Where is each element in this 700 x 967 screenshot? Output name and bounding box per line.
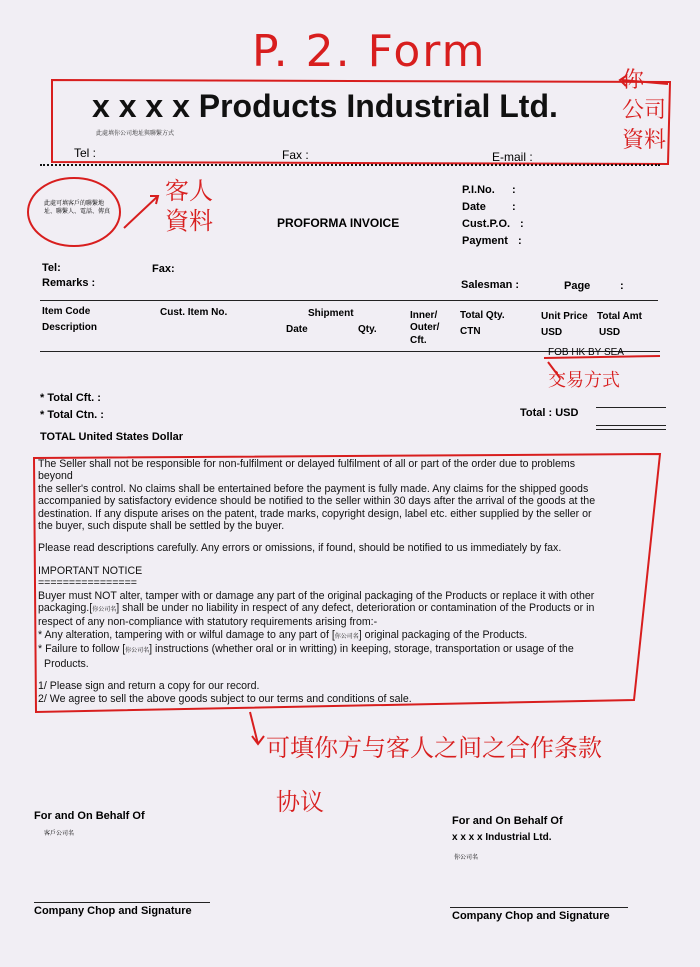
col-inner: Inner/ xyxy=(410,310,438,321)
col-outer: Outer/ xyxy=(410,322,440,333)
col-unit-usd: USD xyxy=(541,327,563,338)
terms-line: * Failure to follow [你公司名] instructions (whether oral or in writting) in keeping, storage, transportation or usage of the xyxy=(38,643,574,656)
terms-line: the buyer, such dispute shall be settled by the buyer. xyxy=(38,520,285,533)
annotation-trade-note: 交易方式 xyxy=(548,370,620,391)
table-top-rule xyxy=(40,300,658,301)
col-ctn: CTN xyxy=(460,326,481,337)
annotation-title: P. 2. Form xyxy=(252,26,487,77)
terms-line: * Any alteration, tampering with or wilful damage to any part of [你公司名] original packaging of the Products. xyxy=(38,628,528,641)
right-company-hint: 你公司名 xyxy=(454,855,479,861)
terms-line: beyond xyxy=(38,470,73,483)
annotation-customer-note: 客人 資料 xyxy=(165,177,213,235)
cust-po-colon: : xyxy=(520,218,524,230)
closing-line: 1/ Please sign and return a copy for our record. xyxy=(38,680,260,693)
pi-colon: : xyxy=(512,184,516,196)
terms-line: Buyer must NOT alter, tamper with or damage any part of the original packaging of the Products or replace it with other xyxy=(38,589,595,602)
total-words: TOTAL United States Dollar xyxy=(40,431,184,443)
cust-po-label: Cust.P.O. xyxy=(462,218,511,230)
arrow-terms xyxy=(250,712,264,744)
col-ship-date: Date xyxy=(286,324,308,335)
salesman-label: Salesman : xyxy=(461,279,520,291)
total-usd: Total : USD xyxy=(520,407,579,419)
col-total-qty: Total Qty. xyxy=(460,310,505,321)
left-company-hint: 客戶公司名 xyxy=(44,831,75,837)
remarks-label: Remarks : xyxy=(42,277,96,289)
arrow-customer xyxy=(124,196,158,228)
col-item-code: Item Code xyxy=(42,306,91,317)
col-description: Description xyxy=(42,322,98,333)
annotation-terms-note: 可填你方与客人之间之合作条款 xyxy=(266,734,602,762)
col-cust-item: Cust. Item No. xyxy=(160,307,228,318)
notice-rule: ================ xyxy=(38,577,137,590)
fob-underline xyxy=(544,356,660,378)
left-chop-label: Company Chop and Signature xyxy=(34,905,192,917)
total-ctn: * Total Ctn. : xyxy=(40,409,104,421)
col-shipment: Shipment xyxy=(308,308,354,319)
terms-line: respect of any non-compliance with statutory requirements arising from:- xyxy=(38,616,378,629)
terms-line: Please read descriptions carefully. Any errors or omissions, if found, should be notified to us immediately by fax. xyxy=(38,542,562,555)
company-name: x x x x Products Industrial Ltd. xyxy=(92,88,558,124)
terms-line: packaging.[你公司名] shall be under no liability in respect of any defect, deterioration or contamination of the Products or in xyxy=(38,602,595,615)
tel2-label: Tel: xyxy=(42,262,61,274)
terms-line: The Seller shall not be responsible for non-fulfilment or delayed fulfilment of all or part of the order due to problems xyxy=(38,458,576,470)
fax-label: Fax : xyxy=(282,148,309,162)
notice-title: IMPORTANT NOTICE xyxy=(38,564,143,577)
address-hint: 此處填你公司地址與聯繫方式 xyxy=(96,131,175,137)
document-title: PROFORMA INVOICE xyxy=(277,216,400,230)
total-cft: * Total Cft. : xyxy=(40,392,101,404)
right-chop-label: Company Chop and Signature xyxy=(452,910,610,922)
fob-terms: FOB HK BY SEA xyxy=(548,347,624,358)
right-behalf-title: For and On Behalf Of xyxy=(452,815,563,827)
col-total-usd: USD xyxy=(599,327,621,338)
annotation-company-note: 你 公司 資料 xyxy=(622,68,667,153)
page-colon: : xyxy=(620,280,624,292)
terms-line: destination. If any dispute arises on the patent, trade marks, copyright design, label etc. either supplied by the seller or xyxy=(38,507,592,520)
payment-label: Payment xyxy=(462,235,508,247)
terms-line: Products. xyxy=(44,657,89,670)
col-unit-price: Unit Price xyxy=(541,311,588,322)
left-behalf-title: For and On Behalf Of xyxy=(34,810,145,822)
right-company-name: x x x x Industrial Ltd. xyxy=(452,832,552,843)
payment-colon: : xyxy=(518,235,522,247)
terms-block xyxy=(38,458,630,705)
page-label: Page xyxy=(564,280,591,292)
header-rule xyxy=(40,164,660,166)
col-ship-qty: Qty. xyxy=(358,324,377,335)
col-total-amt: Total Amt xyxy=(597,311,642,322)
col-cft: Cft. xyxy=(410,335,427,346)
date-colon: : xyxy=(512,201,516,213)
customer-box-hint: 此處可填客戶的聯繫地址、聯繫人、電話、傳真 xyxy=(44,201,111,215)
total-rule-3 xyxy=(596,429,666,430)
total-rule-1 xyxy=(596,407,666,408)
total-rule-2 xyxy=(596,425,666,426)
pi-no-label: P.I.No. xyxy=(462,184,495,196)
fax2-label: Fax: xyxy=(152,263,175,275)
terms-line: accompanied by satisfactory evidence should be notified to the seller within 30 days after the arrival of the goods at the xyxy=(38,495,596,508)
email-label: E-mail : xyxy=(492,150,533,164)
date-label: Date xyxy=(462,201,486,213)
closing-line: 2/ We agree to sell the above goods subject to our terms and conditions of sale. xyxy=(38,692,412,705)
annotation-agreement-note: 协议 xyxy=(276,788,324,816)
right-signature-line xyxy=(450,907,628,908)
left-signature-line xyxy=(34,902,210,903)
terms-line: the seller's control. No claims shall be entertained before the payment is fully made. Any claims for the shipped goods xyxy=(38,482,589,495)
tel-label: Tel : xyxy=(74,146,97,160)
